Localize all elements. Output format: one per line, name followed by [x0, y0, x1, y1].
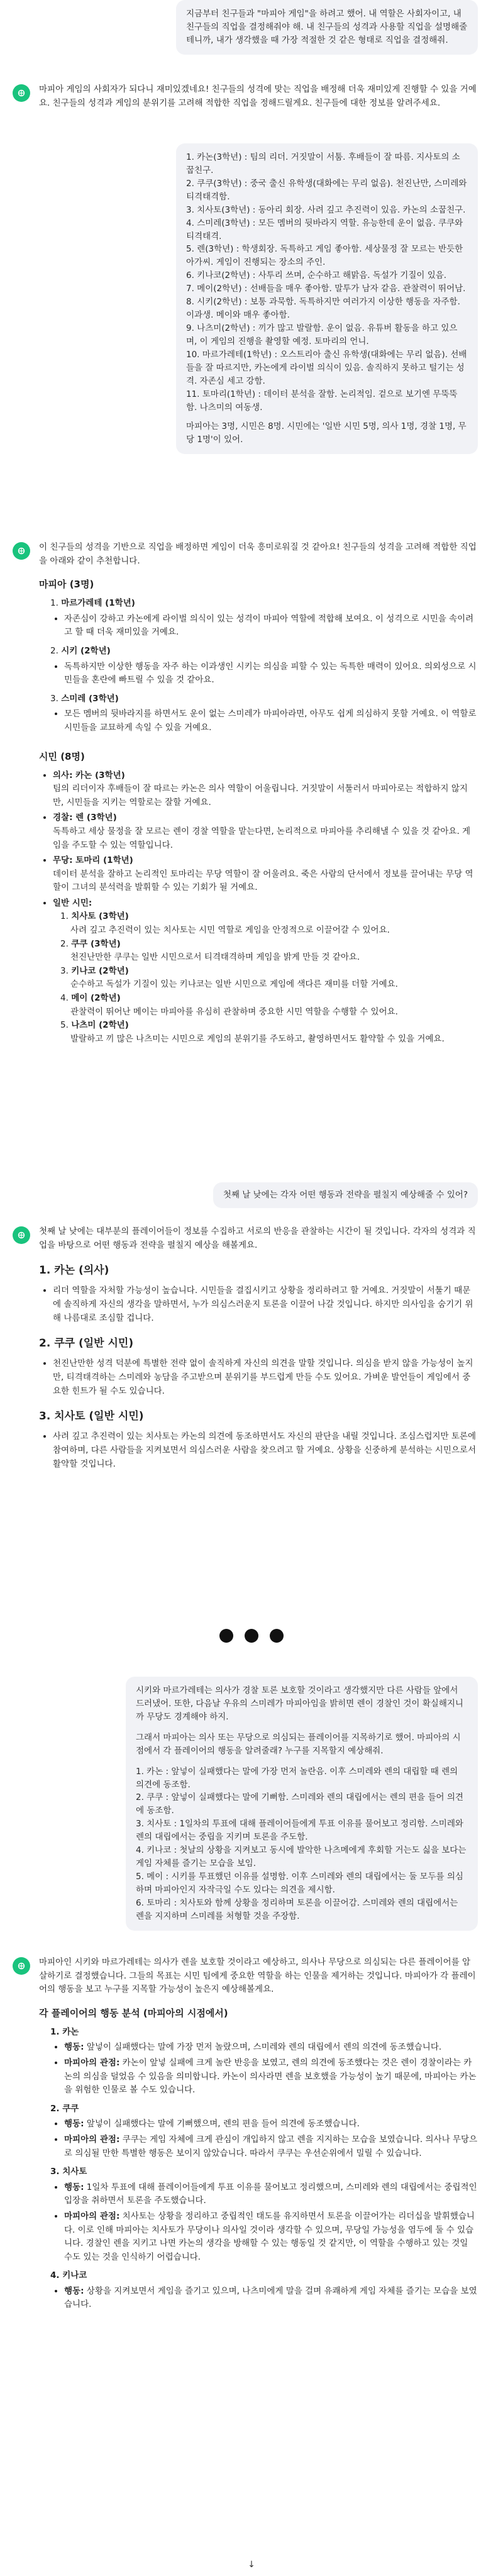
assistant-message-4-row	[0, 1956, 503, 2317]
user-line: 8. 시키(2학년) : 보통 과묵함. 독특하지만 여러가지 이상한 행동을 자주함. 이과생. 메이와 매우 좋아함.	[186, 297, 460, 321]
user-line: 1. 카논(3학년) : 팀의 리더. 거짓말이 서툼. 후배들이 잘 따름. 지사토의 소꿉친구.	[186, 152, 460, 175]
user-line: 2. 쿠쿠 : 앞넣이 실패했다는 말에 기뻐함. 스미레와 렌의 대립에서는 렌의 편을 들어 의견에 동조함.	[136, 1792, 463, 1816]
list-item: • 행동: 상황을 지켜보면서 게임을 즐기고 있으며, 나츠미에게 말을 걸며 유쾌하게 게임 자체를 즐기는 모습을 보였습니다.	[64, 2285, 478, 2312]
chatgpt-logo-icon	[16, 1960, 27, 1972]
list-item: • 행동: 1일차 투표에 대해 플레이어들에게 투표 이유를 물어보고 정리했으며, 스미레와 렌의 대립에서는 중립적인 입장을 취하면서 토론을 주도했습니다.	[64, 2181, 478, 2208]
player-block	[39, 2165, 478, 2264]
player-block	[39, 2026, 478, 2097]
player-title: 4. 키나코	[50, 2270, 87, 2281]
section-desc: • 천진난만한 성격 덕분에 특별한 전략 없이 솔직하게 자신의 의견을 말할 것입니다. 의심을 받지 않을 가능성이 높지만, 티격태격하는 스미레와 농담을 주고받으며 분위기를 부드럽게 만들 수도 있어요. 가벼운 발언들이 게임에서 중요한 힌트가 될 수도 있습니다.	[53, 1357, 478, 1398]
user-message-3-row	[0, 1182, 503, 1208]
assistant-message-2-row	[0, 541, 503, 1051]
mafia-desc: • 모든 멤버의 뒷바라지를 하면서도 운이 없는 스미레가 마피아라면, 아무도 쉽게 의심하지 못할 거예요. 이 역할로 시민들을 교묘하게 속일 수 있을 거예요.	[64, 708, 478, 735]
section-desc: • 리더 역할을 자처할 가능성이 높습니다. 시민들을 결집시키고 상황을 정리하려고 할 거예요. 거짓말이 서툴기 때문에 솔직하게 자신의 생각을 말하면서, 누가 의심스러운지 토론을 이끌어 나갈 것입니다. 하지만 의사임을 숨기기 위해 나름대로 조심할 겁니다.	[53, 1284, 478, 1325]
list-item: 2. 쿠쿠 (3학년) 천진난만한 쿠쿠는 일반 시민으로서 티격태격하며 게임을 밝게 만들 것 같아요.	[60, 938, 360, 963]
list-item: 2. 시키 (2학년) • 독특하지만 이상한 행동을 자주 하는 이과생인 시키는 의심을 피할 수 있는 독특한 매력이 있어요. 의외성으로 시민들을 혼란에 빠트릴 수 있을 것 같아요.	[50, 645, 478, 687]
list-item: 3. 스미레 (3학년) • 모든 멤버의 뒷바라지를 하면서도 운이 없는 스미레가 마피아라면, 아무도 쉽게 의심하지 못할 거예요. 이 역할로 시민들을 교묘하게 속일 수 있을 거예요.	[50, 692, 478, 735]
assistant-message-4	[39, 1956, 478, 2317]
chatgpt-logo-icon	[16, 1230, 27, 1241]
user-message-2-row	[0, 143, 503, 454]
user-line: 6. 토마리 : 치사토와 함께 상황을 정리하며 토론을 이끌어감. 스미레와 렌의 대립에서는 렌을 지지하며 스미레를 처형할 것을 주장함.	[136, 1897, 458, 1921]
user-line: 10. 마르가레테(1학년) : 오스트리아 출신 유학생(대화에는 무리 없음). 선배들을 잘 따르지만, 카논에게 라이벌 의식이 있음. 솔직하지 못하고 털기는 성격. 자존심 세고 강함.	[186, 349, 467, 386]
user-message-1-row	[0, 0, 503, 55]
dot-icon	[270, 1629, 284, 1643]
list-item: • 행동: 앞넣이 실패했다는 말에 기뻐했으며, 렌의 편을 들어 의견에 동조했습니다.	[64, 2118, 478, 2131]
user-line: 5. 렌(3학년) : 학생회장. 독특하고 게임 좋아함. 세상물정 잘 모르는 반듯한 아가씨. 게임이 진행되는 장소의 주인.	[186, 244, 463, 268]
user-message-4-row	[0, 1677, 503, 1931]
assistant-message-1	[39, 83, 478, 116]
user-line: 4. 키나코 : 첫날의 상황을 지켜보고 동시에 발악한 나츠메에게 후회할 거는도 싫을 보다는 게임 자체를 즐기는 모습을 보임.	[136, 1845, 467, 1869]
assistant-message-3-row	[0, 1225, 503, 1476]
assistant-avatar	[13, 1957, 30, 1975]
player-block	[39, 2102, 478, 2160]
user-line: 11. 토마리(1학년) : 데이터 분석을 잘함. 논리적임. 겉으로 보기엔 무뚝뚝함. 나츠미의 여동생.	[186, 389, 458, 413]
citizen-list	[39, 769, 478, 1046]
user-message-1: 지금부터 친구들과 "마피아 게임"을 하려고 했어. 내 역할은 사회자이고, 내 친구들의 직업을 결정해줘야 해. 내 친구들의 성격과 사용할 직업을 설명해줄 테니까, 내가 생각했을 때 가장 적절한 것 같은 형태로 직업을 결정해줘.	[176, 0, 478, 55]
user-line: 7. 메이(2학년) : 선배들을 매우 좋아함. 말투가 남자 같음. 관찰력이 뛰어남.	[186, 284, 466, 294]
list-item: • 무당: 토마리 (1학년) 데이터 분석을 잘하고 논리적인 토마리는 무당 역할이 잘 어울려요. 죽은 사람의 단서에서 정보를 끌어내는 무당 역할이 그녀의 분석력을 발휘할 수 있는 기회가 될 거예요.	[53, 854, 478, 895]
mafia-name: 시키 (2학년)	[61, 645, 111, 656]
analysis-heading: 각 플레이어의 행동 분석 (마피아의 시점에서)	[39, 2007, 228, 2019]
user-message-4	[126, 1677, 478, 1931]
list-item: • 의사: 카논 (3학년) 팀의 리더이자 후배들이 잘 따르는 카논은 의사 역할이 어울립니다. 거짓말이 서툴러서 마피아로는 적합하지 않지만, 시민들을 지키는 역할로는 잘할 거예요.	[53, 769, 478, 810]
list-item: • 마피아의 관점: 카논이 앞넣 실패에 크게 놀란 반응을 보였고, 렌의 의견에 동조했다는 것은 렌이 경찰이라는 카논의 의심을 덜었음 수 있음을 의미합니다. 카논이 의사라면 렌을 보호했을 가능성이 높기 때문에, 마피아는 카논을 위험한 인물로 볼 수도 있습니다.	[64, 2057, 478, 2097]
user-message-3: 첫째 날 낮에는 각자 어떤 행동과 전략을 펼칠지 예상해줄 수 있어?	[213, 1182, 478, 1208]
user-line: 2. 쿠쿠(3학년) : 중국 출신 유학생(대화에는 무리 없음). 천진난만, 스미레와 티격태격함.	[186, 178, 467, 202]
mafia-name: 마르가레테 (1학년)	[61, 598, 135, 609]
assistant-paragraph: 이 친구들의 성격을 기반으로 직업을 배정하면 게임이 더욱 흥미로워질 것 같아요! 친구들의 성격을 고려해 적합한 직업을 아래와 같이 추천합니다.	[39, 542, 477, 566]
player-title: 3. 치사토	[50, 2167, 87, 2177]
user-line: 그래서 마피아는 의사 또는 무당으로 의심되는 플레이어를 지목하기로 했어. 마피아의 시점에서 각 플레이어의 행동을 알려줄래? 누구를 지목할지 예상해줘.	[136, 1732, 461, 1756]
list-item: • 경찰: 렌 (3학년) 독특하고 세상 물정을 잘 모르는 렌이 경찰 역할을 맡는다면, 논리적으로 마피아를 추리해낼 수 있을 것 같아요. 게임을 주도할 수 있는 역할입니다.	[53, 811, 478, 852]
mafia-name: 스미레 (3학년)	[61, 693, 119, 704]
user-line: 1. 카논 : 앞넣이 실패했다는 말에 가장 먼저 놀란음. 이후 스미레와 렌의 대립할 때 렌의 의견에 동조함.	[136, 1766, 458, 1790]
dot-icon	[219, 1629, 233, 1643]
assistant-paragraph: 첫째 날 낮에는 대부분의 플레이어들이 정보를 수집하고 서로의 반응을 관찰하는 시간이 될 것입니다. 각자의 성격과 직업을 바탕으로 어떤 행동과 전략을 펼칠지 예상을 해볼게요.	[39, 1226, 476, 1250]
user-line: 5. 메이 : 시키를 투표했던 이유를 설명함. 이후 스미레와 렌의 대립에서는 둘 모두를 의심하며 마피아인지 자작극일 수도 있다는 의견을 제시함.	[136, 1871, 463, 1895]
dot-icon	[245, 1629, 258, 1643]
user-line: 시키와 마르가레테는 의사가 경찰 토론 보호할 것이라고 생각했지만 다른 사람들 앞에서 드러냈어. 또한, 다음날 우유의 스미레가 마피아임을 밝히면 렌이 경찰인 것이 확실해지니까 무당도 경계해야 하지.	[136, 1685, 463, 1722]
player-title: 2. 쿠쿠	[50, 2103, 79, 2114]
assistant-message-3	[39, 1225, 478, 1476]
assistant-avatar	[13, 1226, 30, 1244]
assistant-paragraph: 마피아인 시키와 마르가레테는 의사가 렌을 보호할 것이라고 예상하고, 의사나 무당으로 의심되는 다른 플레이어를 암살하기로 결정했습니다. 그들의 목표는 시민 팀에게 중요한 역할을 하는 인물을 제거하는 것입니다. 마피아가 각 플레이어의 행동을 보고 누구를 지목할 가능성이 높은지 예상해볼게요.	[39, 1957, 476, 1995]
assistant-message-2	[39, 541, 478, 1051]
assistant-avatar	[13, 84, 30, 102]
scroll-down-button[interactable]	[244, 2557, 259, 2572]
assistant-paragraph: 마피아 게임의 사회자가 되다니 재미있겠네요! 친구들의 성격에 맞는 직업을 배정해 더욱 재미있게 진행할 수 있을 거예요. 친구들의 성격과 게임의 분위기를 고려해 적합한 직업을 정해드릴게요. 친구들에 대한 정보를 알려주세요.	[39, 84, 477, 108]
user-line: 9. 나츠미(2학년) : 끼가 많고 발랄함. 운이 없음. 유튜버 활동을 하고 있으며, 이 게임의 진행을 촬영할 예정. 토마리의 언니.	[186, 323, 458, 347]
chatgpt-logo-icon	[16, 545, 27, 557]
user-line: 6. 키나코(2학년) : 사투리 쓰며, 순수하고 해맑음. 독설가 기질이 있음.	[186, 270, 447, 281]
conversation-gap-indicator	[0, 1623, 503, 1649]
section-heading: 2. 쿠쿠 (일반 시민)	[39, 1337, 134, 1350]
section-heading: 1. 카논 (의사)	[39, 1264, 109, 1277]
list-item: 4. 메이 (2학년) 관찰력이 뛰어난 메이는 마피아를 유심히 관찰하며 중요한 시민 역할을 수행할 수 있어요.	[60, 993, 398, 1017]
chatgpt-logo-icon	[16, 87, 27, 99]
mafia-list	[39, 597, 478, 735]
user-line: 4. 스미레(3학년) : 모든 멤버의 뒷바라지 역할. 유능한데 운이 없음. 쿠쿠와 티격태격.	[186, 218, 463, 242]
mafia-desc: • 독특하지만 이상한 행동을 자주 하는 이과생인 시키는 의심을 피할 수 있는 독특한 매력이 있어요. 의외성으로 시민들을 혼란에 빠트릴 수 있을 것 같아요.	[64, 660, 478, 687]
user-line: 3. 치사토 : 1일차의 투표에 대해 플레이어들에게 투표 이유를 물어보고 정리함. 스미레와 렌의 대립에서는 중립을 지키며 토론을 주도함.	[136, 1819, 463, 1843]
user-line: 마피아는 3명, 시민은 8명. 시민에는 '일반 시민 5명, 의사 1명, 경찰 1명, 무당 1명'이 있어.	[186, 421, 467, 445]
assistant-avatar	[13, 542, 30, 560]
mafia-desc: • 자존심이 강하고 카논에게 라이벌 의식이 있는 성격이 마피아 역할에 적합해 보여요. 이 성격으로 시민을 속이려고 할 때 더욱 재미있을 거예요.	[64, 613, 478, 640]
user-message-2	[176, 143, 478, 454]
player-title: 1. 카논	[50, 2026, 79, 2037]
mafia-heading: 마피아 (3명)	[39, 579, 94, 591]
list-item: 1. 마르가레테 (1학년) • 자존심이 강하고 카논에게 라이벌 의식이 있는 성격이 마피아 역할에 적합해 보여요. 이 성격으로 시민을 속이려고 할 때 더욱 재미있을 거예요.	[50, 597, 478, 640]
list-item: • 마피아의 관점: 쿠쿠는 게임 자체에 크게 관심이 개입하지 않고 렌을 지지하는 모습을 보였습니다. 의사나 무당으로 의심될 만한 특별한 행동은 보이지 않았습니다. 따라서 쿠쿠는 우선순위에서 밀릴 수 있습니다.	[64, 2133, 478, 2160]
user-line: 3. 치사토(3학년) : 동아리 회장. 사려 깊고 추진력이 있음. 카논의 소꿉친구.	[186, 204, 466, 215]
arrow-down-icon: ↓	[248, 2559, 255, 2570]
assistant-message-1-row	[0, 83, 503, 116]
citizen-heading: 시민 (8명)	[39, 750, 85, 762]
list-item: • 행동: 앞넣이 실패했다는 말에 가장 먼저 놀랐으며, 스미레와 렌의 대립에서 렌의 의견에 동조했습니다.	[64, 2041, 478, 2055]
section-desc: • 사려 깊고 추진력이 있는 치사토는 카논의 의견에 동조하면서도 자신의 판단을 내릴 것입니다. 조심스럽지만 토론에 참여하며, 다른 사람들을 지켜보면서 의심스러운 사람을 찾으려고 할 거예요. 상황을 신중하게 분석하는 시민으로서 활약할 것입니다.	[53, 1430, 478, 1471]
list-item: 3. 키나코 (2학년) 순수하고 독설가 기질이 있는 키나코는 일반 시민으로 게임에 색다른 재미를 더할 거예요.	[60, 965, 398, 990]
list-item: 5. 나츠미 (2학년) 발랄하고 끼 많은 나츠미는 시민으로 게임의 분위기를 주도하고, 촬영하면서도 활약할 수 있을 거예요.	[60, 1020, 445, 1044]
list-item: • 마피아의 관점: 치사토는 상황을 정리하고 중립적인 태도를 유지하면서 토론을 이끌어가는 리더십을 발휘했습니다. 이로 인해 마피아는 치사토가 무당이나 의사일 것이라 생각할 수 있으며, 무당일 가능성을 염두에 둘 수 있습니다. 경찰인 렌을 지키고 나면 카논의 생각을 방해할 수 있는 행동일 것 같지만, 이 역할을 수행하고 있는 것일 수도 있는 것을 인식하기 어렵습니다.	[64, 2210, 478, 2264]
list-item: • 일반 시민: 1. 치사토 (3학년) 사려 깊고 추진력이 있는 치사토는 시민 역할로 게임을 안정적으로 이끌어갈 수 있어요. 2. 쿠쿠 (3학년) 천진난만한 쿠쿠는 일반 시민으로서 티격태격하며 게임을 밝게 만들 것 같아요. 3. 키나코 (2학년) 순수하고 독설가 기질이 있는 키나코는 일반 시민으로 게임에 색다른 재미를 더할 거예요. 4. 메이 (2학년) 관찰력이 뛰어난 메이는 마피아를 유심히 관찰하며 중요한 시민 역할을 수행할 수 있어요. 5. 나츠미 (2학년) 발랄하고 끼 많은 나츠미는 시민으로 게임의 분위기를 주도하고, 촬영하면서도 활약할 수 있을 거예요.	[53, 897, 478, 1046]
player-block	[39, 2269, 478, 2312]
list-item: 1. 치사토 (3학년) 사려 깊고 추진력이 있는 치사토는 시민 역할로 게임을 안정적으로 이끌어갈 수 있어요.	[60, 911, 390, 936]
section-heading: 3. 치사토 (일반 시민)	[39, 1410, 144, 1423]
